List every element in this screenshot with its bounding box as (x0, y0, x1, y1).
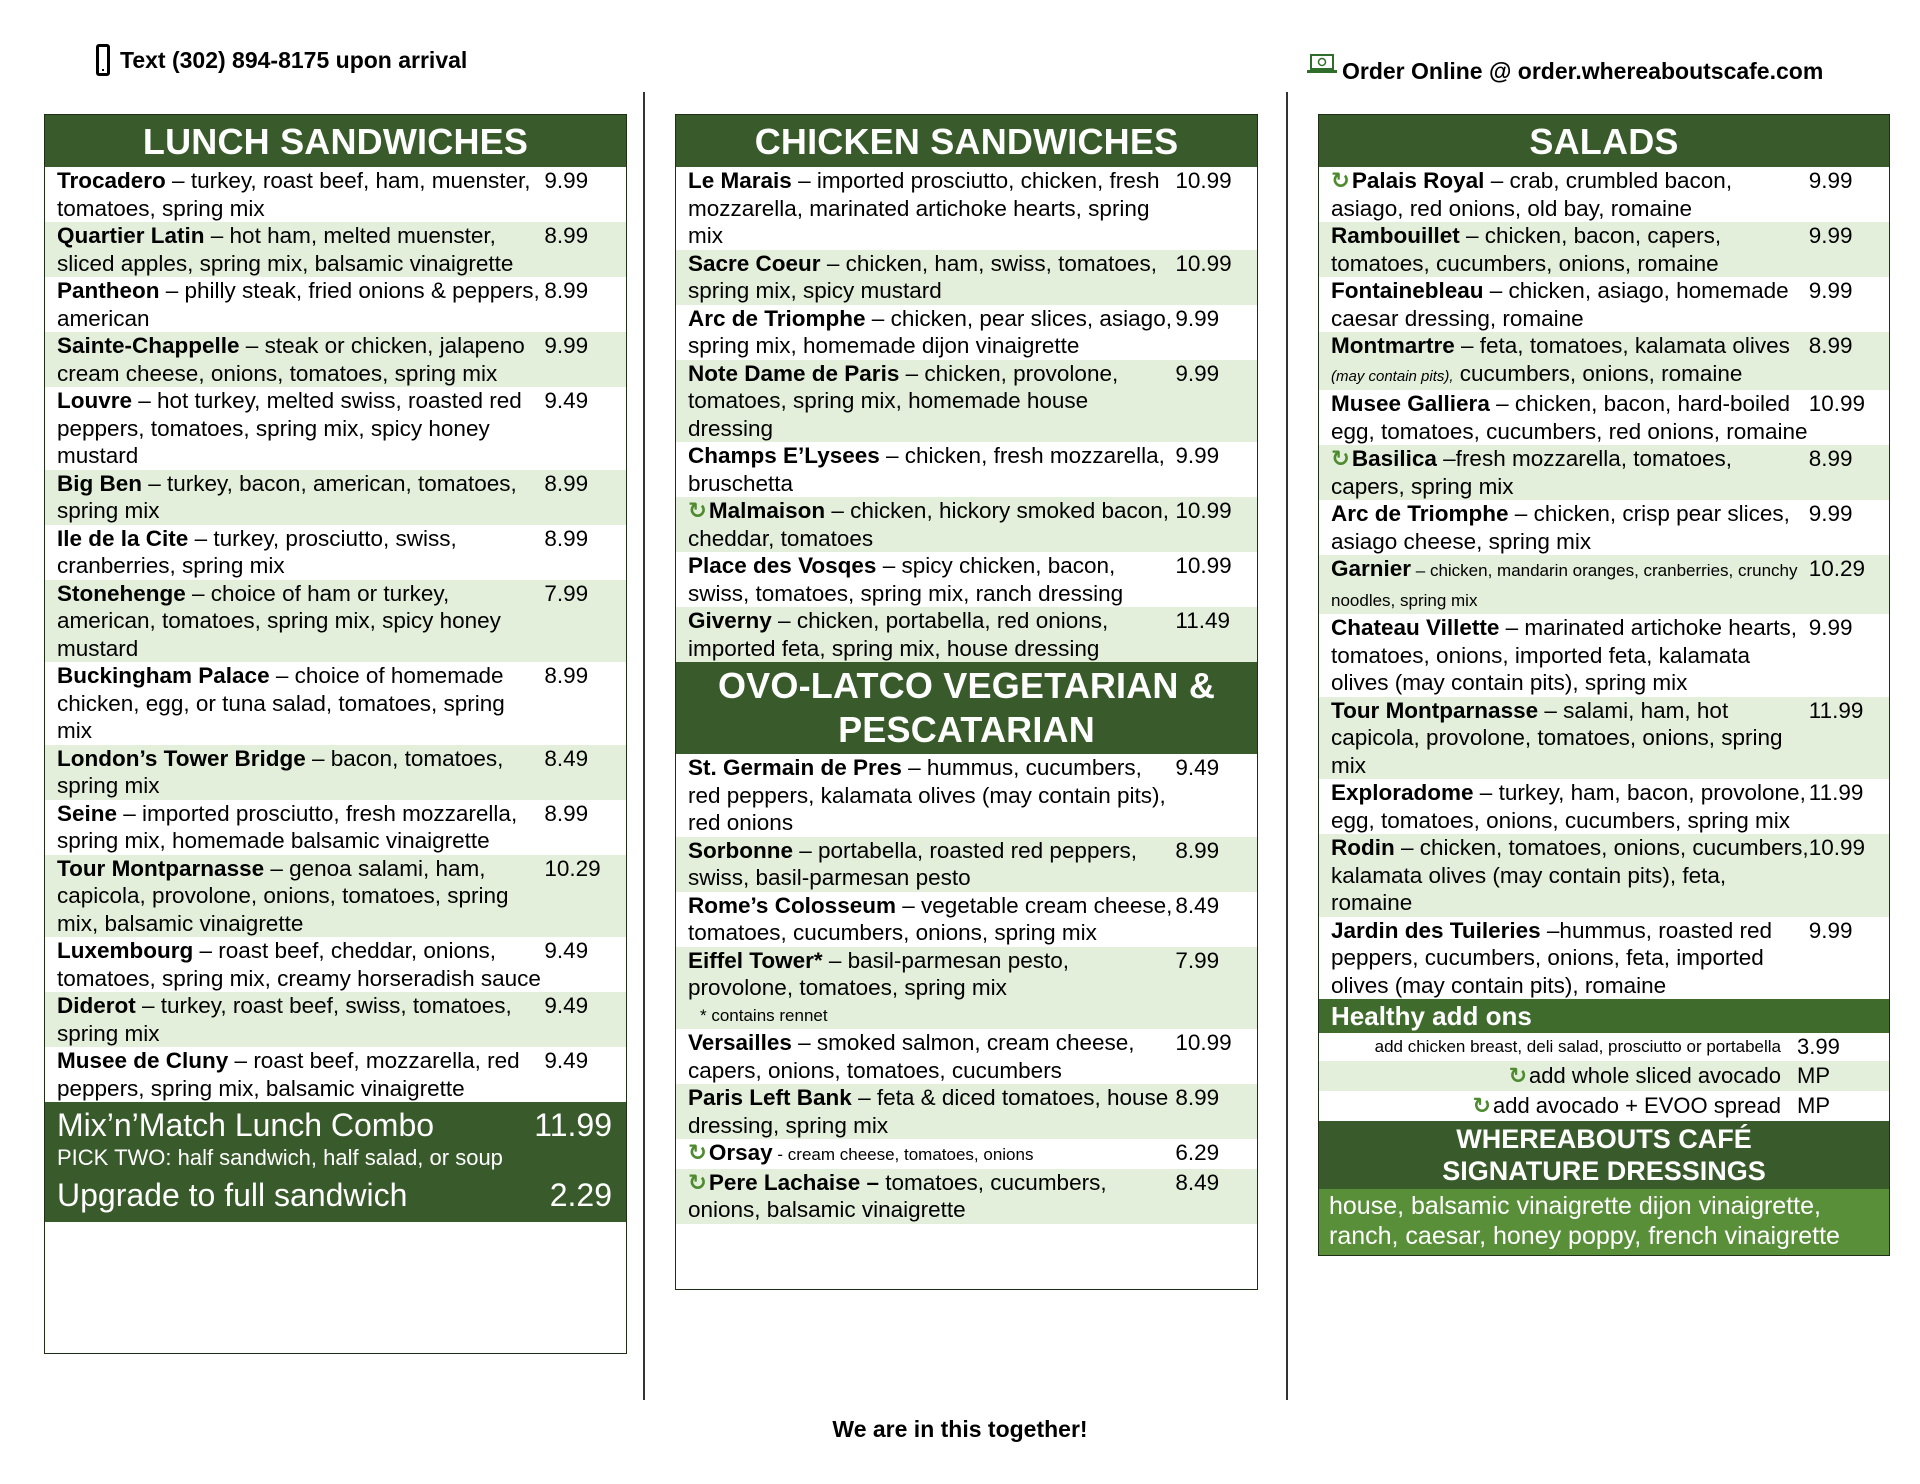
menu-item-price: 8.99 (1808, 333, 1853, 358)
menu-item-name: Fontainebleau (1331, 278, 1484, 303)
menu-item-description: – chicken, portabella, red onions, imported feta, spring mix, house dressing (688, 608, 1109, 661)
addon-label: add chicken breast, deli salad, prosciutto or portabella (1374, 1037, 1781, 1056)
menu-item-text (57, 662, 544, 745)
menu-item-price: 9.99 (1175, 360, 1220, 386)
menu-item-name: Giverny (688, 608, 772, 633)
menu-item-text (1331, 500, 1809, 555)
menu-item-name: Eiffel Tower* (688, 947, 823, 973)
menu-item-name: Paris Left Bank (688, 1085, 852, 1110)
menu-item-description: –hummus, roasted red peppers, cucumbers, onions, feta, imported olives (may contain pits), romaine (1331, 917, 1773, 998)
phone-icon (96, 44, 110, 76)
menu-item-text (688, 607, 1175, 662)
menu-item-name: Pantheon (57, 278, 160, 303)
lunch-items (45, 167, 626, 1102)
menu-item-name: Big Ben (57, 470, 143, 496)
menu-item (45, 470, 626, 525)
menu-item-price: 8.99 (1808, 446, 1853, 471)
menu-item (45, 525, 626, 580)
menu-item-price: 10.29 (544, 855, 601, 881)
menu-item-name: Malmaison (708, 498, 826, 523)
menu-item-text (688, 1169, 1175, 1224)
menu-item-text (688, 837, 1175, 892)
menu-item (676, 947, 1257, 1030)
menu-item-text (1331, 277, 1809, 332)
section-title: SALADS (1319, 115, 1889, 167)
menu-item (1319, 779, 1889, 834)
addon-row (1319, 1033, 1889, 1061)
leaf-icon: ↻ (688, 1169, 707, 1195)
text-on-arrival (96, 44, 467, 76)
menu-item-text (57, 992, 544, 1047)
menu-item-description: – hummus, cucumbers, red peppers, kalamata olives (may contain pits), red onions (688, 755, 1166, 835)
menu-item (45, 855, 626, 938)
addon-price: MP (1797, 1093, 1830, 1118)
menu-item-description: – roast beef, cheddar, onions, tomatoes, spring mix, creamy horseradish sauce (57, 938, 541, 991)
menu-item-text (1331, 222, 1809, 277)
menu-item-description: tomatoes, cucumbers, onions, balsamic vinaigrette (688, 1169, 1107, 1222)
menu-item-price: 8.99 (1175, 1085, 1220, 1110)
menu-item-price: 8.99 (544, 663, 589, 688)
menu-item-description: –fresh mozzarella, tomatoes, capers, spring mix (1331, 446, 1733, 499)
menu-item-name: Le Marais (688, 168, 792, 193)
menu-item-text (57, 800, 544, 855)
menu-item-price: 9.49 (544, 938, 589, 963)
menu-item-description: – turkey, roast beef, swiss, tomatoes, spring mix (57, 993, 512, 1046)
menu-item-text (57, 580, 544, 663)
menu-item-name: Champs E’Lysees (688, 443, 880, 468)
menu-item-text (57, 222, 544, 277)
chicken-sandwiches-section (675, 114, 1258, 1290)
menu-item-name: St. Germain de Pres (688, 755, 902, 780)
menu-item (676, 305, 1257, 360)
menu-item-description: – feta, tomatoes, kalamata olives (1454, 333, 1790, 358)
upgrade-label: Upgrade to full sandwich (57, 1177, 408, 1213)
dressings-title-line-2: SIGNATURE DRESSINGS (1442, 1156, 1766, 1186)
menu-item-price: 8.49 (1175, 1169, 1220, 1195)
menu-item-text (1331, 555, 1809, 614)
menu-item-text (57, 855, 544, 938)
menu-item-price: 9.99 (544, 168, 589, 193)
menu-item-name: Versailles (688, 1030, 792, 1055)
upgrade-price: 2.29 (549, 1177, 612, 1213)
menu-item-description: – roast beef, mozzarella, red peppers, spring mix, balsamic vinaigrette (57, 1048, 520, 1101)
menu-item-name: Musee de Cluny (57, 1048, 229, 1073)
menu-item-name: London’s Tower Bridge (57, 745, 306, 771)
leaf-icon: ↻ (1331, 168, 1350, 193)
laptop-icon (1306, 54, 1338, 74)
menu-item-name: Note Dame de Paris (688, 360, 900, 386)
menu-item-name: Louvre (57, 388, 133, 413)
menu-item-name: Rambouillet (1331, 223, 1460, 248)
menu-item (1319, 167, 1889, 222)
menu-item-name: Basilica (1351, 446, 1437, 471)
menu-item-text (57, 745, 544, 800)
menu-item-name: Buckingham Palace (57, 663, 270, 688)
menu-item-price: 8.49 (1175, 892, 1220, 918)
salads-section (1318, 114, 1890, 1256)
menu-item-text (688, 167, 1175, 250)
menu-item (45, 662, 626, 745)
menu-item-description: – portabella, roasted red peppers, swiss, basil-parmesan pesto (688, 837, 1137, 890)
section-title-vegetarian: OVO-LATCO VEGETARIAN & PESCATARIAN (676, 662, 1257, 754)
menu-item-text (688, 305, 1175, 360)
menu-item-description: – turkey, roast beef, ham, muenster, tomatoes, spring mix (57, 168, 531, 221)
combo-label: Mix’n’Match Lunch Combo (57, 1107, 435, 1143)
menu-item (1319, 614, 1889, 697)
menu-item (45, 387, 626, 470)
menu-item-description: – imported prosciutto, chicken, fresh mozzarella, marinated artichoke hearts, spring mix (688, 168, 1160, 248)
menu-item (45, 580, 626, 663)
footer-text: We are in this together! (832, 1416, 1088, 1442)
column-divider (643, 92, 645, 1400)
menu-item (45, 222, 626, 277)
menu-item-text (57, 167, 544, 222)
menu-item-name: Arc de Triomphe (1331, 501, 1509, 526)
menu-item-text (1331, 167, 1809, 222)
menu-item-price: 9.99 (1808, 917, 1853, 943)
menu-item (676, 1029, 1257, 1084)
menu-item-note: (may contain pits), (1331, 367, 1454, 385)
menu-item-description: – hot ham, melted muenster, sliced apples, spring mix, balsamic vinaigrette (57, 223, 514, 276)
menu-item-name: Exploradome (1331, 780, 1474, 805)
menu-item-description: - cream cheese, tomatoes, onions (772, 1145, 1034, 1164)
menu-item-name: Tour Montparnasse (57, 855, 265, 881)
menu-item-name: Rome’s Colosseum (688, 892, 896, 918)
addon-row (1319, 1061, 1889, 1091)
menu-item-name: Sorbonne (688, 837, 793, 863)
menu-item-text (688, 892, 1175, 947)
menu-item-text (688, 754, 1175, 837)
menu-item-description-cont: cucumbers, onions, romaine (1453, 360, 1743, 386)
menu-item-description: – smoked salmon, cream cheese, capers, onions, tomatoes, cucumbers (688, 1030, 1135, 1083)
order-online[interactable] (1306, 58, 1823, 85)
salad-items (1319, 167, 1889, 999)
menu-item-text (688, 1029, 1175, 1084)
menu-item-description: – chicken, bacon, capers, tomatoes, cucumbers, onions, romaine (1331, 223, 1722, 276)
menu-item (676, 1084, 1257, 1139)
menu-item-text (57, 525, 544, 580)
addon-price: MP (1797, 1063, 1830, 1088)
menu-item-name: Seine (57, 800, 118, 826)
menu-item-description: – chicken, asiago, homemade caesar dressing, romaine (1331, 278, 1789, 331)
menu-item-footnote: * contains rennet (700, 1005, 828, 1025)
menu-item-text (688, 497, 1175, 552)
phone-text: Text (302) 894-8175 upon arrival (120, 46, 468, 73)
menu-item (676, 167, 1257, 250)
menu-item-name: Arc de Triomphe (688, 305, 866, 331)
menu-item (45, 277, 626, 332)
section-title: CHICKEN SANDWICHES (676, 115, 1257, 167)
menu-item-name: Tour Montparnasse (1331, 697, 1539, 723)
menu-item-price: 9.99 (1808, 615, 1853, 640)
menu-item (676, 250, 1257, 305)
menu-item-price: 8.99 (544, 470, 589, 496)
menu-item-price: 10.99 (1175, 168, 1232, 193)
menu-item-text (1331, 614, 1809, 697)
menu-item-name: Pere Lachaise – (708, 1169, 879, 1195)
menu-item-price: 9.49 (544, 388, 589, 413)
menu-item-description: – turkey, prosciutto, swiss, cranberries, spring mix (57, 525, 457, 578)
menu-item-name: Trocadero (57, 168, 166, 193)
menu-item-price: 11.99 (1808, 780, 1864, 805)
menu-item (676, 837, 1257, 892)
menu-item-description: – marinated artichoke hearts, tomatoes, onions, imported feta, kalamata olives (may contain pits), spring mix (1331, 615, 1798, 695)
menu-item-description: – chicken, tomatoes, onions, cucumbers, kalamata olives (may contain pits), feta, romaine (1331, 835, 1809, 915)
menu-item-description: – genoa salami, ham, capicola, provolone, onions, tomatoes, spring mix, balsamic vinaigrette (57, 855, 509, 936)
menu-item (45, 992, 626, 1047)
menu-item-name: Musee Galliera (1331, 391, 1490, 416)
menu-item-name: Quartier Latin (57, 223, 205, 248)
menu-item-price: 9.49 (544, 993, 589, 1018)
menu-item (1319, 500, 1889, 555)
menu-item-name: Chateau Villette (1331, 615, 1500, 640)
menu-item-price: 6.29 (1175, 1140, 1220, 1165)
menu-item-description: – chicken, pear slices, asiago, spring mix, homemade dijon vinaigrette (688, 305, 1172, 358)
menu-item-name: Sacre Coeur (688, 250, 821, 276)
menu-item-price: 10.29 (1808, 556, 1866, 581)
menu-item-price: 9.99 (1808, 501, 1853, 526)
menu-item (676, 754, 1257, 837)
menu-item (676, 552, 1257, 607)
menu-item (1319, 917, 1889, 1000)
menu-item-price: 9.99 (544, 333, 589, 358)
menu-item-text (1331, 332, 1809, 390)
menu-item-description: – choice of homemade chicken, egg, or tuna salad, tomatoes, spring mix (57, 663, 505, 743)
leaf-icon: ↻ (688, 1140, 707, 1165)
menu-item-name: Jardin des Tuileries (1331, 917, 1541, 943)
menu-item-text (57, 332, 544, 387)
dressings-title (1319, 1121, 1889, 1189)
menu-item-text (57, 1047, 544, 1102)
order-text[interactable]: Order Online @ order.whereaboutscafe.com (1342, 58, 1824, 84)
menu-item (676, 892, 1257, 947)
menu-item-price: 7.99 (544, 580, 589, 606)
combo-sub: PICK TWO: half sandwich, half salad, or soup (57, 1145, 503, 1170)
menu-item-price: 8.99 (544, 525, 589, 551)
menu-item-price: 10.99 (1175, 553, 1232, 578)
menu-item-name: Montmartre (1331, 333, 1455, 358)
menu-item-name: Palais Royal (1351, 168, 1485, 193)
menu-item-price: 8.99 (1175, 837, 1220, 863)
menu-item-text (57, 387, 544, 470)
menu-item-price: 10.99 (1808, 391, 1866, 416)
leaf-icon: ↻ (1508, 1063, 1528, 1088)
leaf-icon: ↻ (688, 498, 707, 523)
vegetarian-items (676, 754, 1257, 1224)
menu-item-description: – hot turkey, melted swiss, roasted red peppers, tomatoes, spring mix, spicy honey mustard (57, 388, 522, 468)
menu-item (676, 497, 1257, 552)
menu-item-text (688, 1084, 1175, 1139)
addon-price: 3.99 (1797, 1034, 1840, 1059)
menu-item-price: 9.99 (1808, 223, 1853, 248)
menu-item-description: – vegetable cream cheese, tomatoes, cucumbers, onions, spring mix (688, 892, 1173, 945)
menu-item-price: 10.99 (1175, 1030, 1232, 1055)
menu-item-price: 8.99 (544, 800, 589, 826)
menu-item (1319, 332, 1889, 390)
chicken-items (676, 167, 1257, 662)
menu-item-description: – salami, ham, hot capicola, provolone, tomatoes, onions, spring mix (1331, 697, 1783, 778)
menu-item-text (688, 360, 1175, 443)
menu-item (1319, 697, 1889, 780)
menu-item-description: – chicken, provolone, tomatoes, spring mix, homemade house dressing (688, 360, 1119, 441)
menu-item (45, 332, 626, 387)
menu-item-description: – crab, crumbled bacon, asiago, red onions, old bay, romaine (1331, 168, 1733, 221)
menu-item-description: – chicken, mandarin oranges, cranberries, crunchy noodles, spring mix (1331, 561, 1798, 610)
menu-item-description: – chicken, fresh mozzarella, bruschetta (688, 443, 1165, 496)
menu-item-name: Sainte-Chappelle (57, 333, 240, 358)
menu-item-name: Place des Vosqes (688, 553, 877, 578)
menu-item-description: – chicken, crisp pear slices, asiago cheese, spring mix (1331, 501, 1790, 554)
menu-item-description: – bacon, tomatoes, spring mix (57, 745, 504, 798)
menu-item-description: – turkey, bacon, american, tomatoes, spring mix (57, 470, 517, 523)
menu-item (45, 1047, 626, 1102)
addons-title: Healthy add ons (1319, 999, 1889, 1033)
combo-price: 11.99 (534, 1107, 612, 1143)
menu-item-price: 9.49 (1175, 755, 1220, 780)
menu-item-name: Garnier (1331, 556, 1412, 581)
menu-item-price: 9.49 (544, 1048, 589, 1073)
leaf-icon: ↻ (1331, 446, 1350, 471)
menu-item (1319, 445, 1889, 500)
combo-box (45, 1102, 626, 1222)
menu-item-description: – steak or chicken, jalapeno cream cheese, onions, tomatoes, spring mix (57, 333, 525, 386)
menu-item-description: – spicy chicken, bacon, swiss, tomatoes, spring mix, ranch dressing (688, 553, 1124, 606)
menu-item-price: 7.99 (1175, 947, 1220, 973)
menu-item-price: 10.99 (1808, 835, 1866, 860)
menu-item-price: 9.99 (1175, 305, 1220, 331)
menu-item-description: – chicken, hickory smoked bacon, cheddar, tomatoes (688, 498, 1170, 551)
menu-item-description: – choice of ham or turkey, american, tomatoes, spring mix, spicy honey mustard (57, 580, 501, 661)
dressings-text: house, balsamic vinaigrette dijon vinaigrette, ranch, caesar, honey poppy, french vinaigrette (1319, 1189, 1889, 1255)
menu-item-text (688, 250, 1175, 305)
addon-label: add avocado + EVOO spread (1492, 1093, 1781, 1118)
menu-item-text (57, 937, 544, 992)
menu-item (45, 937, 626, 992)
menu-item-text (688, 552, 1175, 607)
menu-item-description: – philly steak, fried onions & peppers, american (57, 278, 540, 331)
lunch-sandwiches-section (44, 114, 627, 1354)
menu-item-price: 9.99 (1808, 278, 1853, 303)
menu-item (676, 1139, 1257, 1169)
dressings-title-line-1: WHEREABOUTS CAFÉ (1456, 1124, 1752, 1154)
menu-item-name: Diderot (57, 993, 136, 1018)
menu-item-text (688, 1139, 1175, 1169)
menu-item-text (1331, 445, 1809, 500)
menu-item (676, 442, 1257, 497)
menu-item-text (1331, 390, 1809, 445)
menu-item-description: – chicken, bacon, hard-boiled egg, tomatoes, cucumbers, red onions, romaine (1331, 391, 1808, 444)
menu-item-text (1331, 697, 1809, 780)
menu-item-price: 8.99 (544, 278, 589, 303)
menu-item-name: Luxembourg (57, 938, 194, 963)
menu-item (45, 745, 626, 800)
menu-item (676, 607, 1257, 662)
menu-item-name: Rodin (1331, 835, 1395, 860)
menu-item (1319, 390, 1889, 445)
addon-label: add whole sliced avocado (1529, 1063, 1781, 1088)
addon-row (1319, 1091, 1889, 1121)
menu-item-description: – feta & diced tomatoes, house dressing, spring mix (688, 1085, 1169, 1138)
menu-item-name: Stonehenge (57, 580, 186, 606)
menu-item-text (57, 277, 544, 332)
section-title: LUNCH SANDWICHES (45, 115, 626, 167)
menu-item (676, 360, 1257, 443)
menu-item-price: 11.99 (1808, 697, 1864, 723)
menu-item-price: 11.49 (1175, 608, 1231, 633)
menu-item (1319, 277, 1889, 332)
menu-item-text (688, 947, 1175, 1030)
menu-item-price: 9.99 (1175, 443, 1220, 468)
column-divider (1286, 92, 1288, 1400)
menu-item-text (1331, 834, 1809, 917)
menu-item-description: – basil-parmesan pesto, provolone, tomatoes, spring mix (688, 947, 1069, 1000)
menu-item-text (1331, 779, 1809, 834)
leaf-icon: ↻ (1472, 1093, 1491, 1118)
menu-item-price: 8.49 (544, 745, 589, 771)
menu-item (1319, 222, 1889, 277)
menu-item (45, 800, 626, 855)
menu-item (45, 167, 626, 222)
menu-item-price: 8.99 (544, 223, 589, 248)
menu-item-name: Orsay (708, 1140, 773, 1165)
menu-item-description: – chicken, ham, swiss, tomatoes, spring mix, spicy mustard (688, 250, 1157, 303)
menu-item-text (688, 442, 1175, 497)
menu-item (676, 1169, 1257, 1224)
menu-item-price: 10.99 (1175, 250, 1232, 276)
menu-item-price: 9.99 (1808, 168, 1853, 193)
menu-item-text (1331, 917, 1809, 1000)
menu-item-description: – imported prosciutto, fresh mozzarella, spring mix, homemade balsamic vinaigrette (57, 800, 518, 853)
menu-item-price: 10.99 (1175, 498, 1232, 523)
menu-item (1319, 555, 1889, 614)
menu-item-description: – turkey, ham, bacon, provolone, egg, tomatoes, onions, cucumbers, spring mix (1331, 780, 1806, 833)
menu-item (1319, 834, 1889, 917)
menu-item-name: Ile de la Cite (57, 525, 189, 551)
menu-item-text (57, 470, 544, 525)
